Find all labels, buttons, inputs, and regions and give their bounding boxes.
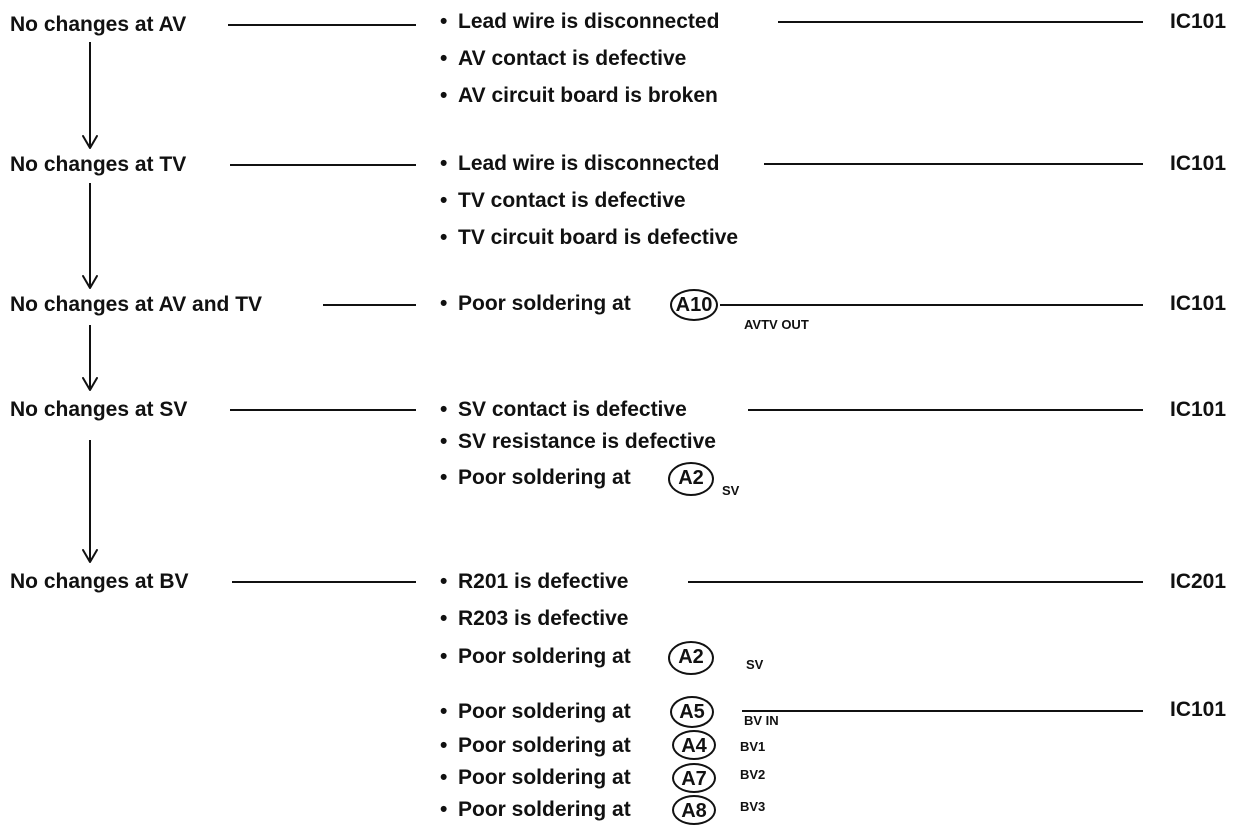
test-point-a7-badge: A7 xyxy=(672,763,716,793)
cause-text: Lead wire is disconnected xyxy=(458,10,720,33)
bullet-mark: • xyxy=(440,47,448,70)
ic-label-tv: IC101 xyxy=(1170,152,1227,175)
cause-text: TV circuit board is defective xyxy=(458,226,739,249)
bullet-mark: • xyxy=(440,398,448,421)
cause-text: TV contact is defective xyxy=(458,189,686,212)
test-point-label-sv: SV xyxy=(746,657,764,672)
condition-tv: No changes at TV xyxy=(10,153,187,176)
bv-cause-5 xyxy=(440,734,631,758)
bullet-mark: • xyxy=(440,10,448,33)
ic-label-avtv: IC101 xyxy=(1170,292,1227,315)
bullet-mark: • xyxy=(440,766,448,789)
test-point-a10-badge: A10 xyxy=(670,289,718,321)
tv-cause-3 xyxy=(440,226,738,250)
bullet-mark: • xyxy=(440,570,448,593)
tv-cause-1 xyxy=(440,152,719,176)
bv-cause-1 xyxy=(440,570,628,594)
bv-cause-7 xyxy=(440,798,631,822)
bullet-mark: • xyxy=(440,607,448,630)
cause-text: Lead wire is disconnected xyxy=(458,152,720,175)
test-point-a8-badge: A8 xyxy=(672,795,716,825)
ic-label-av: IC101 xyxy=(1170,10,1227,33)
cause-text: Poor soldering at xyxy=(458,466,631,489)
sv-cause-3 xyxy=(440,466,631,490)
cause-text: Poor soldering at xyxy=(458,766,631,789)
test-point-label-bv1: BV1 xyxy=(740,739,766,754)
sv-cause-2 xyxy=(440,430,716,454)
bullet-mark: • xyxy=(440,734,448,757)
cause-text: Poor soldering at xyxy=(458,734,631,757)
bullet-mark: • xyxy=(440,645,448,668)
bullet-mark: • xyxy=(440,700,448,723)
bullet-mark: • xyxy=(440,84,448,107)
test-point-label-sv: SV xyxy=(722,483,740,498)
test-point-a4-badge: A4 xyxy=(672,730,716,760)
av-cause-2 xyxy=(440,47,686,71)
bv-cause-3 xyxy=(440,645,631,669)
cause-text: R201 is defective xyxy=(458,570,629,593)
cause-text: Poor soldering at xyxy=(458,645,631,668)
cause-text: AV contact is defective xyxy=(458,47,687,70)
condition-sv: No changes at SV xyxy=(10,398,188,421)
test-point-label-bv-in: BV IN xyxy=(744,713,779,728)
cause-text: R203 is defective xyxy=(458,607,629,630)
bv-cause-2 xyxy=(440,607,628,631)
test-point-label-avtv-out: AVTV OUT xyxy=(744,317,809,332)
condition-av-and-tv: No changes at AV and TV xyxy=(10,293,263,316)
av-cause-3 xyxy=(440,84,718,108)
cause-text: AV circuit board is broken xyxy=(458,84,718,107)
bullet-mark: • xyxy=(440,798,448,821)
bullet-mark: • xyxy=(440,292,448,315)
bullet-mark: • xyxy=(440,152,448,175)
cause-text: Poor soldering at xyxy=(458,798,631,821)
av-cause-1 xyxy=(440,10,719,34)
bv-cause-6 xyxy=(440,766,631,790)
bullet-mark: • xyxy=(440,226,448,249)
test-point-label-bv2: BV2 xyxy=(740,767,766,782)
ic-label-bv-soldering: IC101 xyxy=(1170,698,1227,721)
cause-text: SV resistance is defective xyxy=(458,430,716,453)
cause-text: Poor soldering at xyxy=(458,700,631,723)
sv-cause-1 xyxy=(440,398,687,422)
condition-bv: No changes at BV xyxy=(10,570,189,593)
test-point-a2-badge: A2 xyxy=(668,462,714,496)
ic-label-sv: IC101 xyxy=(1170,398,1227,421)
avtv-cause-1 xyxy=(440,292,631,316)
test-point-a2-badge: A2 xyxy=(668,641,714,675)
cause-text: SV contact is defective xyxy=(458,398,687,421)
ic-label-bv-r201: IC201 xyxy=(1170,570,1227,593)
bullet-mark: • xyxy=(440,466,448,489)
cause-text: Poor soldering at xyxy=(458,292,631,315)
bv-cause-4 xyxy=(440,700,631,724)
condition-av: No changes at AV xyxy=(10,13,187,36)
test-point-label-bv3: BV3 xyxy=(740,799,766,814)
bullet-mark: • xyxy=(440,430,448,453)
tv-cause-2 xyxy=(440,189,686,213)
bullet-mark: • xyxy=(440,189,448,212)
test-point-a5-badge: A5 xyxy=(670,696,714,728)
